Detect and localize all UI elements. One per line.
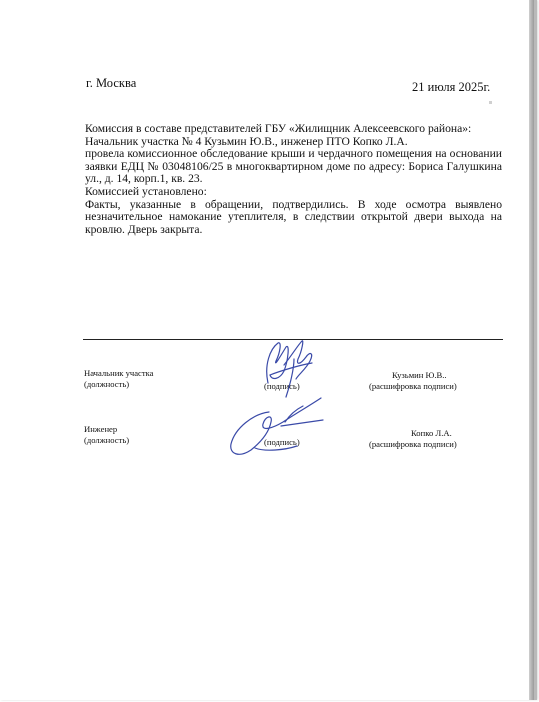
signer-2-signature-caption: (подпись) xyxy=(264,437,300,447)
signer-1-signature-caption: (подпись) xyxy=(264,381,300,391)
findings-heading: Комиссией установлено: xyxy=(85,184,207,198)
signer-2-name: Копко Л.А. xyxy=(411,428,452,438)
document-date: 21 июля 2025г. xyxy=(412,80,491,94)
signer-2-position-caption: (должность) xyxy=(84,435,130,445)
signature-kopko xyxy=(225,392,330,462)
scan-artifact xyxy=(489,101,492,104)
findings-text: Факты, указанные в обращении, подтвердились. В ходе осмотра выявлено незначительное намокание утеплителя, в следствии открытой двери выхода на кровлю. Дверь закрыта. xyxy=(85,197,502,236)
inspection-description: провела комиссионное обследование крыши и чердачного помещения на основании заявки ЕДЦ № 03048106/25 в многоквартирном доме по адресу: Бориса Галушкина ул., д. 14, корп.1, кв. 23. xyxy=(85,147,502,186)
commission-members: Начальник участка № 4 Кузьмин Ю.В., инженер ПТО Копко Л.А. xyxy=(85,134,408,148)
signer-1-position-caption: (должность) xyxy=(84,379,130,389)
commission-intro: Комиссия в составе представителей ГБУ «Жилищник Алексеевского района»: xyxy=(85,122,472,135)
city: г. Москва xyxy=(86,76,137,90)
signer-2-name-caption: (расшифровка подписи) xyxy=(369,439,457,449)
signer-2-position: Инженер xyxy=(84,424,118,434)
page-edge-shadow xyxy=(529,0,534,700)
signer-1-name-caption: (расшифровка подписи) xyxy=(369,381,457,391)
signer-1-name: Кузьмин Ю.В.. xyxy=(392,370,447,380)
signer-1-position: Начальник участка xyxy=(84,368,154,378)
act-body xyxy=(85,123,502,236)
